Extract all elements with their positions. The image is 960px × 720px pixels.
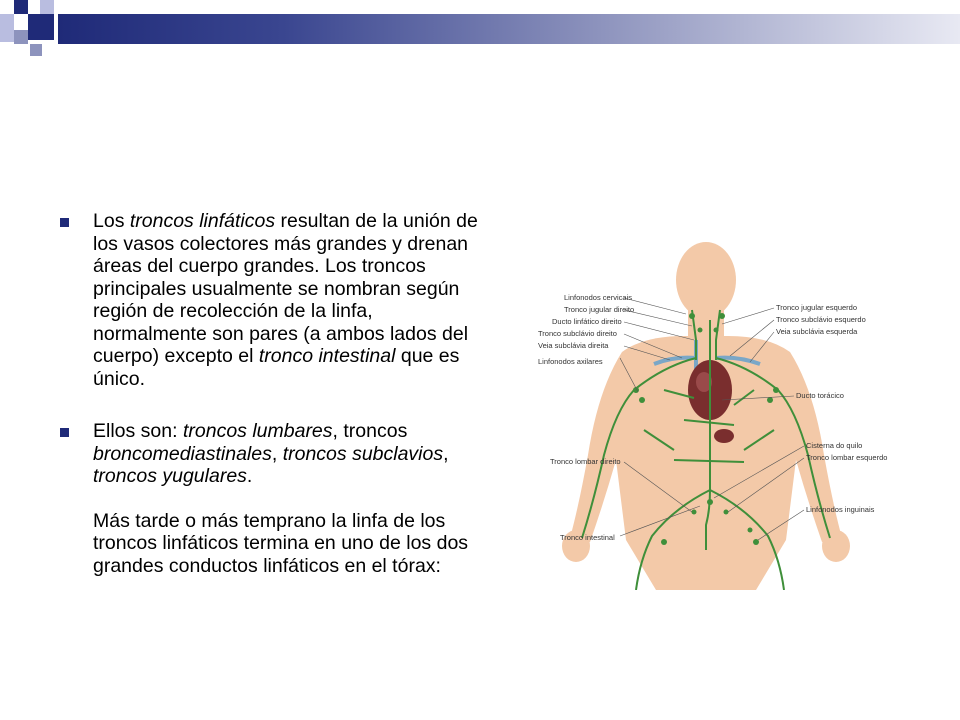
- header-square-mid: [28, 14, 54, 40]
- bullet-item-troncos-linfaticos: [60, 210, 480, 390]
- header-gradient-bar: [58, 14, 960, 44]
- bullet-square-icon: [60, 428, 69, 437]
- label-tronco-intestinal: Tronco intestinal: [560, 533, 615, 542]
- label-tronco-subclavio-esquerdo: Tronco subclávio esquerdo: [776, 315, 866, 324]
- lymphatic-system-figure: [524, 240, 910, 590]
- label-tronco-jugular-direito: Tronco jugular direito: [564, 305, 635, 314]
- label-ducto-toracico: Ducto torácico: [796, 391, 844, 400]
- header-square-light-top: [40, 0, 54, 14]
- header-square-small-low: [30, 44, 42, 56]
- header-square-dark-top: [14, 0, 28, 14]
- bullet-square-icon: [60, 218, 69, 227]
- bullet-text: Ellos son: troncos lumbares, troncos broncomediastinales, troncos subclavios, troncos yugulares.: [93, 420, 449, 487]
- label-tronco-lombar-esquerdo: Tronco lombar esquerdo: [806, 453, 888, 462]
- label-cisterna-do-quilo: Cisterna do quilo: [806, 441, 863, 450]
- label-tronco-jugular-esquerdo: Tronco jugular esquerdo: [776, 303, 858, 312]
- label-tronco-lombar-direito: Tronco lombar direito: [550, 457, 621, 466]
- bullet-list: [60, 210, 480, 577]
- label-ducto-linfatico-direito: Ducto linfático direito: [552, 317, 622, 326]
- header-square-light-low: [14, 30, 28, 44]
- label-tronco-subclavio-direito: Tronco subclávio direito: [538, 329, 617, 338]
- bullet-text: Los troncos linfáticos resultan de la unión de los vasos colectores más grandes y drenan áreas del cuerpo grandes. Los troncos principales usualmente se nombran según región de recolección de la linfa, normalmente son pares (a ambos lados del cuerpo) excepto el tronco intestinal que es único.: [93, 210, 478, 390]
- label-linfonodos-axilares: Linfonodos axilares: [538, 357, 603, 366]
- header-square-light-left: [0, 14, 14, 42]
- lymphatic-system-illustration: [524, 240, 910, 590]
- label-veia-subclavia-esquerda: Veia subclávia esquerda: [776, 327, 858, 336]
- bullet-item-ellos-son: [60, 420, 480, 577]
- label-linfonodos-cervicais: Linfonodos cervicais: [564, 293, 632, 302]
- label-linfonodos-inguinais: Linfonodos inguinais: [806, 505, 875, 514]
- bullet-continuation-text: Más tarde o más temprano la linfa de los troncos linfáticos termina en uno de los dos grandes conductos linfáticos en el tórax:: [93, 509, 469, 577]
- label-veia-subclavia-direita: Veia subclávia direita: [538, 341, 609, 350]
